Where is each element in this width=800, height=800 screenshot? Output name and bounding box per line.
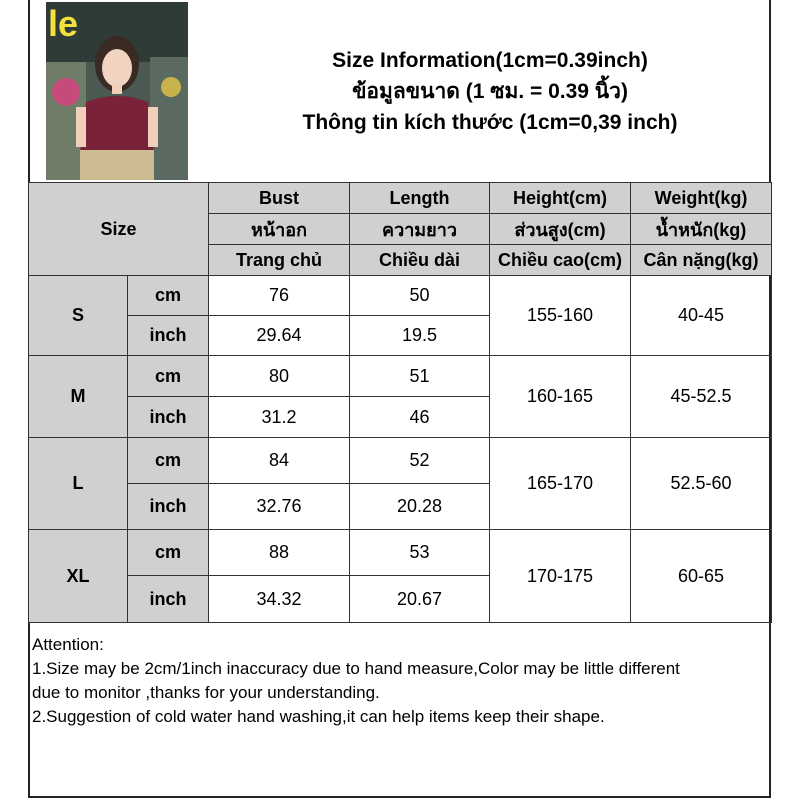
weight-l: 52.5-60 bbox=[631, 438, 772, 530]
bust-inch-m: 31.2 bbox=[209, 397, 350, 438]
title-english: Size Information(1cm=0.39inch) bbox=[332, 48, 648, 72]
length-cm-s: 50 bbox=[350, 276, 490, 316]
col-weight-vi: Cân nặng(kg) bbox=[631, 245, 772, 276]
title-vietnamese: Thông tin kích thước (1cm=0,39 inch) bbox=[302, 110, 678, 134]
title-thai: ข้อมูลขนาด (1 ซม. = 0.39 นิ้ว) bbox=[352, 79, 628, 103]
unit-cm: cm bbox=[128, 530, 209, 576]
height-xl: 170-175 bbox=[490, 530, 631, 623]
length-inch-s: 19.5 bbox=[350, 316, 490, 356]
notes-title: Attention: bbox=[32, 635, 104, 654]
col-bust-vi: Trang chủ bbox=[209, 245, 350, 276]
size-chart-table bbox=[28, 182, 772, 623]
col-height-en: Height(cm) bbox=[490, 183, 631, 214]
attention-notes bbox=[32, 633, 767, 729]
length-cm-xl: 53 bbox=[350, 530, 490, 576]
col-length-vi: Chiều dài bbox=[350, 245, 490, 276]
size-header: Size bbox=[29, 183, 209, 276]
size-label-xl: XL bbox=[29, 530, 128, 623]
size-info-title bbox=[210, 0, 770, 182]
bust-inch-s: 29.64 bbox=[209, 316, 350, 356]
bust-cm-xl: 88 bbox=[209, 530, 350, 576]
length-inch-l: 20.28 bbox=[350, 484, 490, 530]
bust-inch-l: 32.76 bbox=[209, 484, 350, 530]
weight-m: 45-52.5 bbox=[631, 356, 772, 438]
unit-cm: cm bbox=[128, 276, 209, 316]
col-height-th: ส่วนสูง(cm) bbox=[490, 214, 631, 245]
unit-cm: cm bbox=[128, 356, 209, 397]
svg-text:le: le bbox=[48, 3, 79, 44]
length-cm-m: 51 bbox=[350, 356, 490, 397]
col-weight-en: Weight(kg) bbox=[631, 183, 772, 214]
weight-xl: 60-65 bbox=[631, 530, 772, 623]
size-label-l: L bbox=[29, 438, 128, 530]
col-bust-en: Bust bbox=[209, 183, 350, 214]
height-l: 165-170 bbox=[490, 438, 631, 530]
col-weight-th: น้ำหนัก(kg) bbox=[631, 214, 772, 245]
col-bust-th: หน้าอก bbox=[209, 214, 350, 245]
bust-cm-l: 84 bbox=[209, 438, 350, 484]
length-cm-l: 52 bbox=[350, 438, 490, 484]
height-s: 155-160 bbox=[490, 276, 631, 356]
col-length-th: ความยาว bbox=[350, 214, 490, 245]
col-height-vi: Chiều cao(cm) bbox=[490, 245, 631, 276]
unit-inch: inch bbox=[128, 397, 209, 438]
size-label-s: S bbox=[29, 276, 128, 356]
bust-cm-s: 76 bbox=[209, 276, 350, 316]
bust-inch-xl: 34.32 bbox=[209, 576, 350, 623]
length-inch-xl: 20.67 bbox=[350, 576, 490, 623]
height-m: 160-165 bbox=[490, 356, 631, 438]
length-inch-m: 46 bbox=[350, 397, 490, 438]
note-1: 1.Size may be 2cm/1inch inaccuracy due to hand measure,Color may be little different bbox=[32, 659, 680, 678]
size-label-m: M bbox=[29, 356, 128, 438]
unit-inch: inch bbox=[128, 576, 209, 623]
product-photo bbox=[46, 2, 188, 180]
unit-inch: inch bbox=[128, 484, 209, 530]
note-1-continued: due to monitor ,thanks for your understanding. bbox=[32, 683, 380, 702]
bust-cm-m: 80 bbox=[209, 356, 350, 397]
weight-s: 40-45 bbox=[631, 276, 772, 356]
unit-inch: inch bbox=[128, 316, 209, 356]
col-length-en: Length bbox=[350, 183, 490, 214]
unit-cm: cm bbox=[128, 438, 209, 484]
note-2: 2.Suggestion of cold water hand washing,it can help items keep their shape. bbox=[32, 707, 605, 726]
